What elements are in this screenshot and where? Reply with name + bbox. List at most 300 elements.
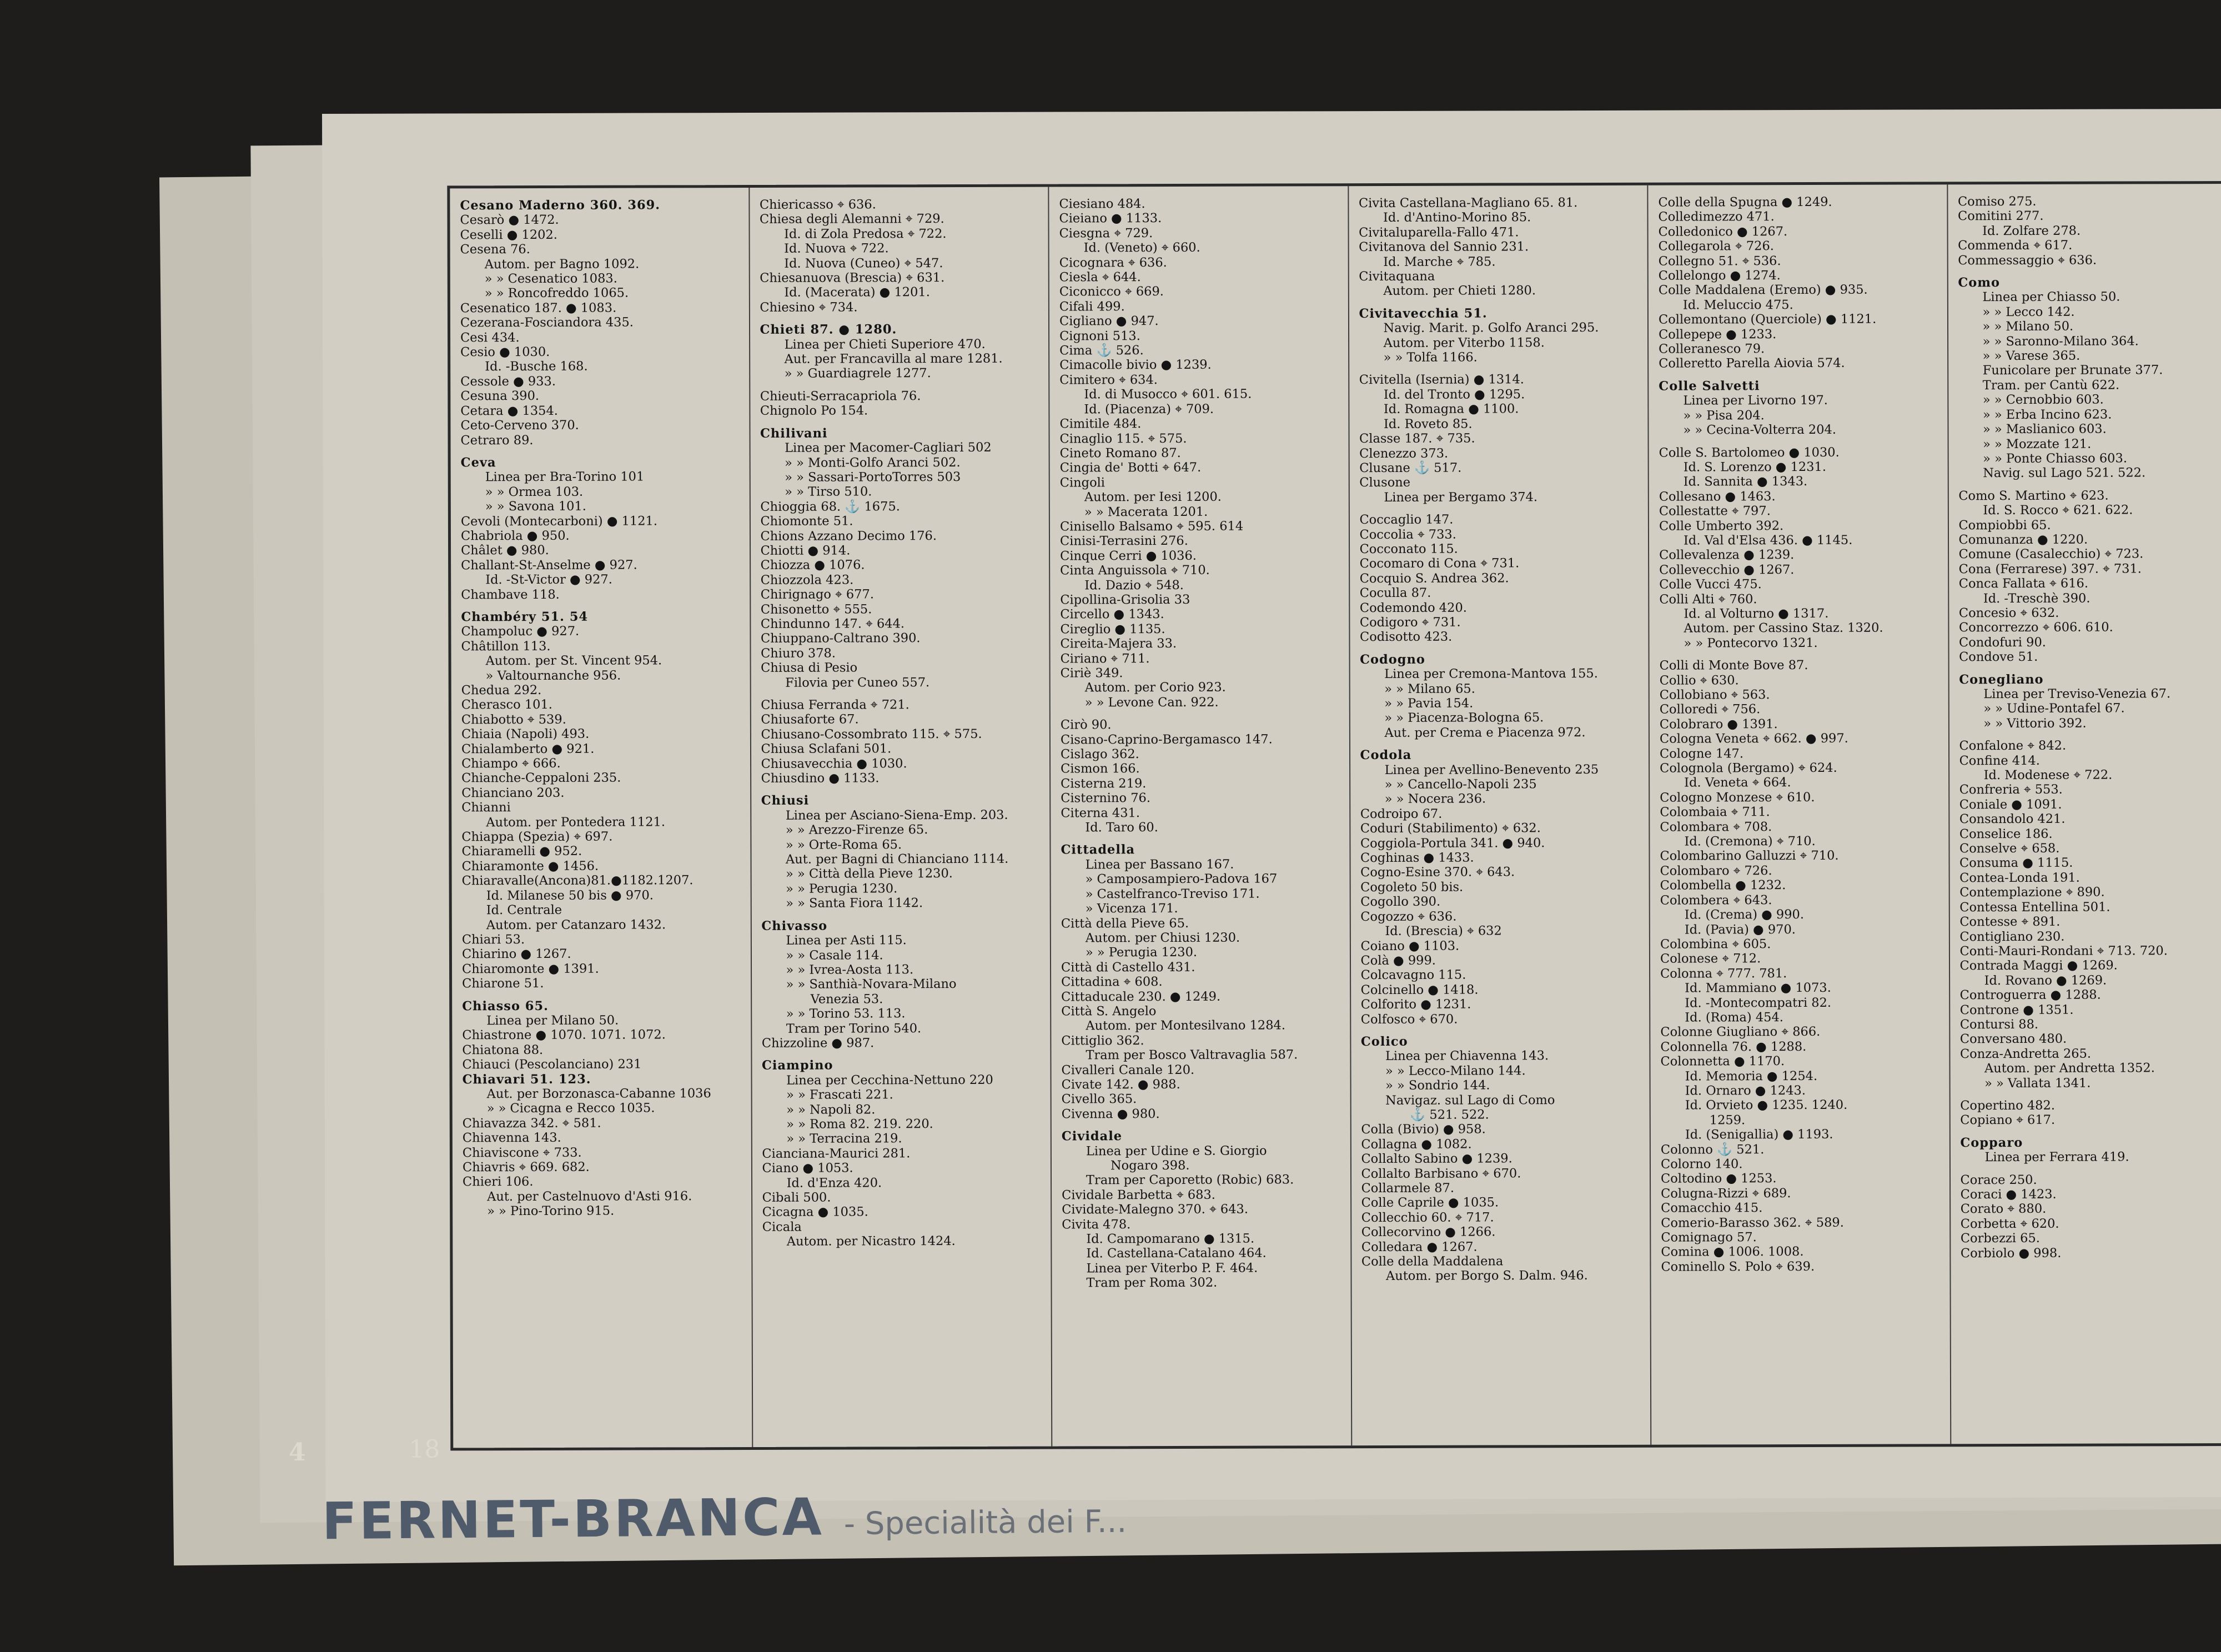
index-entry: Filovia per Cuneo 557. — [785, 675, 930, 690]
index-entry: Chiaramelli ● 952. — [461, 844, 582, 859]
index-heading: Como — [1958, 275, 2001, 290]
index-entry: » » Ponte Chiasso 603. — [1983, 451, 2127, 466]
index-entry: Autom. per Iesi 1200. — [1084, 489, 1222, 505]
index-entry: Id. d'Antino-Morino 85. — [1383, 210, 1531, 225]
index-entry: Condofuri 90. — [1958, 635, 2046, 650]
index-entry: » » Erba Incino 623. — [1982, 407, 2112, 422]
index-column-4 — [1348, 185, 1650, 1445]
spacer — [1659, 370, 1939, 379]
index-entry: Id. -Treschè 390. — [1983, 591, 2091, 606]
index-entry: Cingia de' Botti ⌖ 647. — [1059, 460, 1202, 475]
index-entry: Civalleri Canale 120. — [1061, 1062, 1195, 1078]
index-entry: Id. (Piacenza) ⌖ 709. — [1084, 401, 1214, 417]
index-entry: Colle Maddalena (Eremo) ● 935. — [1658, 283, 1868, 298]
index-entry: Ciesgna ⌖ 729. — [1059, 225, 1153, 241]
index-entry: Clenezzo 373. — [1359, 446, 1449, 461]
index-entry: 1259. — [1709, 1113, 1746, 1128]
index-entry: Colombera ⌖ 643. — [1660, 892, 1772, 908]
index-entry: Commessaggio ⌖ 636. — [1958, 253, 2097, 268]
index-entry: » » Roma 82. 219. 220. — [786, 1117, 933, 1132]
index-entry: Chions Azzano Decimo 176. — [760, 528, 937, 544]
index-entry: Chiuro 378. — [761, 646, 836, 661]
index-entry: Colonne Giugliano ⌖ 866. — [1660, 1025, 1821, 1040]
index-entry: Collepepe ● 1233. — [1659, 327, 1777, 342]
index-entry: Cittaducale 230. ● 1249. — [1061, 989, 1221, 1005]
spacer — [1660, 650, 1941, 659]
index-entry: Coccaglio 147. — [1359, 512, 1454, 528]
index-entry: Id. (Pavia) ● 970. — [1684, 922, 1796, 937]
index-entry: » » Macerata 1201. — [1084, 504, 1208, 519]
index-entry: Cima ⚓ 526. — [1059, 343, 1144, 358]
index-entry: Id. del Tronto ● 1295. — [1383, 387, 1525, 402]
index-entry: Civate 142. ● 988. — [1061, 1077, 1180, 1092]
index-entry: Id. Modenese ⌖ 722. — [1983, 767, 2113, 783]
index-entry: Civello 365. — [1061, 1092, 1137, 1107]
index-entry: Autom. per Montesilvano 1284. — [1086, 1018, 1286, 1033]
index-entry: Controne ● 1351. — [1959, 1002, 2074, 1017]
index-entry: » » Città della Pieve 1230. — [786, 866, 953, 882]
index-entry: Tram per Bosco Valtravaglia 587. — [1086, 1047, 1298, 1063]
index-entry: Linea per Milano 50. — [486, 1013, 619, 1028]
index-entry: Chiesanuova (Brescia) ⌖ 631. — [760, 270, 945, 285]
index-entry: Chiavenna 143. — [462, 1131, 561, 1146]
index-entry: » » Sassari-PortoTorres 503 — [785, 469, 961, 485]
index-entry: Id. al Volturno ● 1317. — [1684, 606, 1829, 621]
index-entry: Cicala — [762, 1219, 802, 1234]
index-entry: Id. Rovano ● 1269. — [1984, 973, 2107, 988]
index-entry: Id. (Macerata) ● 1201. — [784, 285, 930, 300]
index-entry: Cesarò ● 1472. — [460, 213, 559, 228]
index-entry: Chianni — [461, 800, 511, 815]
index-entry: Chiusavecchia ● 1030. — [761, 756, 907, 771]
index-entry: Colobraro ● 1391. — [1659, 716, 1778, 732]
index-entry: Chiusa Ferranda ⌖ 721. — [761, 697, 909, 712]
index-entry: Id. Campomarano ● 1315. — [1086, 1231, 1255, 1247]
index-entry: Id. Memoria ● 1254. — [1685, 1068, 1818, 1084]
index-entry: Linea per Treviso-Venezia 67. — [1983, 686, 2171, 702]
index-entry: Autom. per Pontedera 1121. — [486, 815, 666, 830]
index-entry: Chizzoline ● 987. — [761, 1036, 875, 1051]
index-entry: Cesenatico 187. ● 1083. — [460, 300, 617, 316]
index-entry: Collemontano (Querciole) ● 1121. — [1658, 312, 1877, 327]
index-entry: Autom. per Catanzaro 1432. — [486, 917, 666, 932]
index-entry: Colfosco ⌖ 670. — [1360, 1012, 1458, 1027]
index-entry: Chioggia 68. ⚓ 1675. — [760, 499, 900, 514]
index-entry: Civitella (Isernia) ● 1314. — [1359, 372, 1524, 388]
index-entry: Cieiano ● 1133. — [1059, 211, 1162, 226]
index-entry: Contesse ⌖ 891. — [1959, 914, 2061, 930]
index-entry: Id. -Montecompatri 82. — [1685, 995, 1832, 1011]
index-entry: Colloredi ⌖ 756. — [1659, 702, 1761, 717]
index-entry: Coltodino ● 1253. — [1660, 1171, 1777, 1187]
index-entry: Colcinello ● 1418. — [1360, 982, 1479, 997]
index-entry: Tram per Roma 302. — [1086, 1276, 1218, 1291]
index-entry: Autom. per St. Vincent 954. — [485, 653, 662, 669]
index-entry: Id. Dazio ⌖ 548. — [1084, 578, 1184, 592]
index-entry: Cologna Veneta ⌖ 662. ● 997. — [1659, 731, 1848, 746]
index-entry: Chiaravalle(Ancona)81.●1182.1207. — [461, 873, 694, 888]
index-entry: Id. Castellana-Catalano 464. — [1086, 1246, 1267, 1261]
index-entry: » » Arezzo-Firenze 65. — [785, 822, 928, 838]
index-entry: Comiso 275. — [1957, 194, 2037, 209]
index-entry: Id. Zolfare 278. — [1982, 223, 2081, 238]
index-entry: » » Pisa 204. — [1683, 408, 1765, 423]
index-entry: Linea per Bergamo 374. — [1384, 489, 1538, 505]
spacer — [462, 991, 743, 999]
index-entry: Linea per Viterbo P. F. 464. — [1086, 1261, 1258, 1276]
index-entry: Chiusaforte 67. — [761, 712, 859, 727]
index-entry: Concesio ⌖ 632. — [1958, 605, 2059, 621]
index-entry: Chiuppano-Caltrano 390. — [760, 631, 921, 646]
spacer — [1062, 1121, 1343, 1129]
index-entry: Id. di Zola Predosa ⌖ 722. — [784, 226, 947, 242]
index-entry: » » Saronno-Milano 364. — [1982, 334, 2139, 349]
spacer — [1960, 1164, 2221, 1173]
index-entry: Colombella ● 1232. — [1660, 878, 1786, 893]
index-heading: Cesano Maderno 360. 369. — [460, 198, 661, 213]
index-entry: » » Ormea 103. — [485, 484, 584, 499]
index-entry: Navigaz. sul Lago di Como — [1385, 1092, 1555, 1108]
index-entry: Cona (Ferrarese) 397. ⌖ 731. — [1958, 561, 2142, 577]
index-entry: Chiaramonte ● 1456. — [461, 858, 599, 874]
index-entry: Id. Taro 60. — [1085, 820, 1158, 835]
index-entry: Colugna-Rizzi ⌖ 689. — [1661, 1186, 1791, 1201]
index-entry: Chambave 118. — [461, 587, 560, 602]
index-entry: » » Monti-Golfo Aranci 502. — [785, 455, 961, 470]
index-entry: Cinisello Balsamo ⌖ 595. 614 — [1059, 519, 1244, 534]
index-entry: » Valtournanche 956. — [485, 668, 621, 683]
index-entry: Ciriè 349. — [1060, 666, 1123, 681]
index-entry: » » Savona 101. — [485, 499, 586, 514]
index-entry: Collio ⌖ 630. — [1659, 672, 1739, 688]
index-entry: Collecorvino ● 1266. — [1361, 1224, 1496, 1240]
index-entry: » » Pino-Torino 915. — [487, 1203, 615, 1219]
index-entry: Contrada Maggi ● 1269. — [1959, 958, 2118, 973]
index-entry: Civitaquana — [1359, 269, 1435, 284]
index-entry: » » Torino 53. 113. — [786, 1006, 906, 1021]
index-entry: » » Milano 50. — [1982, 319, 2074, 334]
index-entry: Chieri 106. — [463, 1174, 534, 1189]
spacer — [761, 910, 1042, 918]
index-entry: Comune (Casalecchio) ⌖ 723. — [1958, 546, 2144, 562]
index-entry: Ciconicco ⌖ 669. — [1059, 284, 1164, 299]
spacer — [760, 380, 1041, 389]
index-entry: Aut. per Bagni di Chianciano 1114. — [785, 851, 1009, 867]
index-entry: Conti-Mauri-Rondani ⌖ 713. 720. — [1959, 943, 2168, 959]
index-entry: Colonno ⚓ 521. — [1660, 1142, 1765, 1157]
index-entry: Codigoro ⌖ 731. — [1359, 615, 1461, 630]
index-entry: Cipollina-Grisolia 33 — [1060, 592, 1190, 607]
index-entry: Cesena 76. — [460, 242, 530, 257]
index-entry: » » Milano 65. — [1384, 681, 1475, 696]
index-entry: Città di Castello 431. — [1061, 960, 1195, 975]
spacer — [1960, 1127, 2221, 1136]
index-entry: Corbetta ⌖ 620. — [1960, 1216, 2059, 1232]
index-entry: Cinta Anguissola ⌖ 710. — [1060, 563, 1210, 578]
index-entry: Collagna ● 1082. — [1361, 1137, 1472, 1152]
index-entry: Cigliano ● 947. — [1059, 314, 1159, 329]
index-heading: Colico — [1360, 1034, 1408, 1050]
index-entry: Navig. Marit. p. Golfo Aranci 295. — [1383, 320, 1599, 336]
index-entry: Collecchio 60. ⌖ 717. — [1361, 1210, 1494, 1225]
timetable-page — [322, 109, 2221, 1502]
index-entry: Id. Milanese 50 bis ● 970. — [486, 888, 654, 903]
index-entry: Collesano ● 1463. — [1659, 489, 1776, 504]
index-entry: Linea per Bra-Torino 101 — [485, 469, 645, 485]
index-entry: Chiusdino ● 1133. — [761, 771, 880, 786]
index-entry: Cologno Monzese ⌖ 610. — [1660, 790, 1815, 805]
index-entry: Tram per Caporetto (Robic) 683. — [1086, 1172, 1294, 1188]
index-entry: Cismon 166. — [1061, 761, 1140, 776]
index-entry: » » Casale 114. — [786, 947, 883, 963]
index-entry: Cevoli (Montecarboni) ● 1121. — [460, 513, 658, 529]
index-entry: Chialamberto ● 921. — [461, 741, 595, 756]
index-heading: Colle Salvetti — [1659, 379, 1760, 394]
index-entry: Linea per Asti 115. — [786, 933, 907, 948]
index-entry: » » Santa Fiora 1142. — [786, 896, 923, 911]
index-entry: Colonese ⌖ 712. — [1660, 951, 1761, 967]
index-entry: Civita 478. — [1062, 1217, 1131, 1232]
index-entry: Cingoli — [1059, 475, 1106, 490]
index-entry: Châtillon 113. — [461, 639, 551, 654]
index-entry: Cogozzo ⌖ 636. — [1360, 909, 1457, 924]
index-entry: Linea per Macomer-Cagliari 502 — [785, 440, 992, 455]
index-entry: Id. (Veneto) ⌖ 660. — [1083, 240, 1200, 255]
index-entry: Ciesla ⌖ 644. — [1059, 270, 1141, 285]
index-entry: Coraci ● 1423. — [1960, 1187, 2057, 1202]
index-column-5 — [1647, 184, 1949, 1444]
spacer — [761, 690, 1042, 698]
index-entry: » » Vallata 1341. — [1984, 1076, 2091, 1091]
index-entry: Collarmele 87. — [1361, 1181, 1455, 1196]
index-entry: Collevalenza ● 1239. — [1659, 548, 1795, 563]
index-entry: Chabriola ● 950. — [460, 528, 570, 544]
index-entry: » » Frascati 221. — [786, 1087, 893, 1102]
index-column-1 — [450, 188, 751, 1448]
index-entry: Contessa Entellina 501. — [1959, 900, 2111, 915]
index-entry: Copertino 482. — [1960, 1098, 2055, 1113]
index-entry: Codemondo 420. — [1359, 600, 1467, 615]
index-entry: Cocomaro di Cona ⌖ 731. — [1359, 556, 1520, 571]
index-entry: Linea per Chiasso 50. — [1982, 289, 2120, 305]
banner-subtitle: - Specialità dei F... — [843, 1503, 1127, 1543]
index-entry: Linea per Chiavenna 143. — [1385, 1048, 1549, 1064]
index-entry: Civitaluparella-Fallo 471. — [1359, 225, 1519, 240]
index-entry: Id. Nuova ⌖ 722. — [784, 241, 889, 257]
index-entry: Controguerra ● 1288. — [1959, 987, 2101, 1003]
index-entry: » » Maslianico 603. — [1982, 421, 2107, 437]
index-entry: Chiusano-Cossombrato 115. ⌖ 575. — [761, 726, 982, 742]
index-entry: Cetara ● 1354. — [460, 403, 558, 419]
index-entry: Colonnella 76. ● 1288. — [1660, 1039, 1807, 1055]
index-entry: » » Cicagna e Recco 1035. — [486, 1101, 655, 1116]
index-entry: Cicognara ⌖ 636. — [1059, 255, 1167, 270]
index-entry: » » Ivrea-Aosta 113. — [786, 962, 914, 977]
index-entry: Comacchio 415. — [1661, 1201, 1763, 1216]
index-entry: » » Varese 365. — [1982, 348, 2081, 364]
index-entry: Colonnetta ● 1170. — [1660, 1054, 1785, 1069]
index-entry: Conza-Andretta 265. — [1959, 1046, 2092, 1062]
index-entry: Circello ● 1343. — [1060, 607, 1164, 622]
index-entry: Linea per Cecchina-Nettuno 220 — [786, 1072, 993, 1088]
index-heading: Ciampino — [761, 1058, 833, 1073]
index-entry: Chiatona 88. — [462, 1042, 544, 1058]
index-entry: » » Vittorio 392. — [1983, 716, 2087, 731]
index-entry: Chindunno 147. ⌖ 644. — [760, 616, 905, 631]
index-entry: Chiomonte 51. — [760, 514, 853, 529]
banner-title: FERNET-BRANCA — [321, 1487, 825, 1551]
index-entry: Colonna ⌖ 777. 781. — [1660, 966, 1787, 981]
index-entry: Id. Meluccio 475. — [1682, 297, 1793, 313]
index-entry: Id. Marche ⌖ 785. — [1383, 254, 1496, 269]
index-entry: » Vicenza 171. — [1085, 901, 1178, 916]
index-entry: Chiaviscone ⌖ 733. — [462, 1145, 582, 1160]
index-entry: Cessole ● 933. — [460, 374, 556, 389]
spacer — [1359, 364, 1640, 373]
index-entry: Id. Centrale — [486, 902, 562, 918]
index-entry: » » Lecco 142. — [1982, 304, 2075, 320]
index-entry: Copiano ⌖ 617. — [1960, 1113, 2056, 1128]
index-heading: Ceva — [460, 455, 496, 470]
spacer — [1360, 644, 1641, 652]
index-entry: Corbiolo ● 998. — [1960, 1246, 2062, 1261]
index-entry: Cibali 500. — [762, 1190, 831, 1205]
index-entry: Cignoni 513. — [1059, 328, 1140, 344]
index-entry: Cittadina ⌖ 608. — [1061, 975, 1163, 990]
index-entry: Id. -St-Victor ● 927. — [485, 572, 612, 588]
spacer — [762, 1050, 1043, 1058]
index-entry: Coggiola-Portula 341. ● 940. — [1360, 835, 1545, 851]
index-column-2 — [748, 187, 1051, 1447]
index-heading: Chiavari 51. 123. — [462, 1072, 591, 1087]
index-entry: Colle della Spugna ● 1249. — [1658, 194, 1832, 210]
index-entry: Cifali 499. — [1059, 299, 1125, 314]
index-entry: Colla (Bivio) ● 958. — [1361, 1122, 1486, 1137]
index-entry: Cireglio ● 1135. — [1060, 621, 1165, 637]
index-entry: Chiappa (Spezia) ⌖ 697. — [461, 829, 613, 845]
index-entry: Colombarino Galluzzi ⌖ 710. — [1660, 848, 1839, 864]
index-entry: Collalto Barbisano ⌖ 670. — [1361, 1166, 1521, 1181]
index-entry: Cimitile 484. — [1059, 416, 1142, 431]
index-entry: Cislago 362. — [1060, 747, 1139, 762]
index-entry: Id. Orvieto ● 1235. 1240. — [1685, 1098, 1848, 1113]
index-entry: Colli Alti ⌖ 760. — [1659, 591, 1757, 607]
index-entry: Cezerana-Fosciandora 435. — [460, 315, 634, 330]
index-entry: » » Nocera 236. — [1384, 791, 1486, 807]
index-entry: » » Orte-Roma 65. — [785, 837, 902, 852]
spacer — [1361, 1026, 1642, 1035]
index-entry: Cividale Barbetta ⌖ 683. — [1062, 1187, 1215, 1203]
index-entry: Linea per Asciano-Siena-Emp. 203. — [785, 807, 1008, 823]
index-entry: Autom. per Borgo S. Dalm. 946. — [1385, 1268, 1588, 1284]
index-entry: Id. (Brescia) ⌖ 632 — [1385, 923, 1502, 939]
index-entry: Cineto Romano 87. — [1059, 445, 1181, 461]
index-entry: Collestatte ⌖ 797. — [1659, 504, 1771, 519]
index-entry: Linea per Udine e S. Giorgio — [1086, 1143, 1267, 1158]
index-entry: Linea per Bassano 167. — [1085, 857, 1234, 872]
index-entry: » » Perugia 1230. — [786, 881, 898, 896]
spacer — [1061, 835, 1341, 843]
index-entry: » » Lecco-Milano 144. — [1385, 1063, 1526, 1078]
index-columns — [450, 184, 2221, 1448]
index-entry: Cimitero ⌖ 634. — [1059, 372, 1158, 388]
index-entry: » » Guardiagrele 1277. — [784, 366, 931, 381]
spacer — [1359, 504, 1640, 513]
index-entry: Id. (Roma) 454. — [1685, 1010, 1783, 1025]
index-entry: Id. Veneta ⌖ 664. — [1684, 775, 1791, 791]
index-entry: Venezia 53. — [810, 992, 883, 1007]
index-entry: Consandolo 421. — [1959, 812, 2066, 827]
index-entry: Colombara ⌖ 708. — [1660, 819, 1772, 835]
index-entry: » » Piacenza-Bologna 65. — [1384, 710, 1544, 726]
index-entry: Autom. per Cassino Staz. 1320. — [1684, 621, 1883, 636]
index-entry: Chiesino ⌖ 734. — [760, 300, 858, 315]
index-entry: Aut. per Crema e Piacenza 972. — [1384, 725, 1586, 740]
index-entry: Cesuna 390. — [460, 389, 540, 404]
spacer — [1959, 730, 2221, 739]
index-entry: Comitini 277. — [1957, 209, 2044, 224]
index-entry: Chisonetto ⌖ 555. — [760, 601, 872, 617]
spacer — [461, 447, 742, 455]
index-entry: Concorrezzo ⌖ 606. 610. — [1958, 620, 2113, 635]
index-entry: Id. d'Enza 420. — [786, 1175, 882, 1191]
index-entry: Linea per Livorno 197. — [1683, 393, 1828, 408]
index-entry: Linea per Cremona-Mantova 155. — [1384, 666, 1598, 682]
index-entry: Confine 414. — [1959, 753, 2040, 768]
index-entry: Chiaromonte ● 1391. — [461, 961, 599, 977]
index-entry: Chiericasso ⌖ 636. — [759, 197, 876, 212]
index-entry: Coghinas ● 1433. — [1360, 850, 1474, 866]
index-entry: Champoluc ● 927. — [461, 624, 580, 639]
index-entry: » » Cesenatico 1083. — [484, 271, 617, 287]
index-entry: Corato ⌖ 880. — [1960, 1202, 2047, 1217]
index-entry: Id. -Busche 168. — [485, 359, 588, 374]
index-entry: Chedua 292. — [461, 682, 542, 698]
index-entry: Chianche-Ceppaloni 235. — [461, 771, 621, 786]
index-entry: Cicagna ● 1035. — [762, 1204, 868, 1220]
index-entry: Colà ● 999. — [1360, 953, 1436, 968]
index-entry: Chiauci (Pescolanciano) 231 — [462, 1057, 642, 1072]
index-entry: Ciriano ⌖ 711. — [1060, 651, 1150, 666]
index-entry: Coniale ● 1091. — [1959, 797, 2062, 812]
index-entry: Id. Ornaro ● 1243. — [1685, 1083, 1806, 1098]
index-entry: Id. Sannita ● 1343. — [1683, 474, 1808, 489]
index-entry: Navig. sul Lago 521. 522. — [1983, 465, 2146, 481]
index-entry: Colombaro ⌖ 726. — [1660, 863, 1772, 878]
index-entry: Cesio ● 1030. — [460, 344, 550, 360]
index-entry: Linea per Ferrara 419. — [1984, 1149, 2129, 1165]
index-entry: Coduri (Stabilimento) ⌖ 632. — [1360, 821, 1541, 836]
index-entry: Città della Pieve 65. — [1061, 916, 1189, 931]
index-entry: Tram. per Cantù 622. — [1982, 378, 2120, 393]
index-entry: » » Pontecorvo 1321. — [1684, 635, 1818, 651]
spacer — [1359, 298, 1640, 307]
index-column-6 — [1947, 184, 2221, 1444]
index-heading: Chiusi — [761, 794, 810, 809]
index-entry: Cisterna 219. — [1061, 776, 1147, 791]
index-entry: Chirignago ⌖ 677. — [760, 587, 874, 602]
index-entry: » » Cernobbio 603. — [1982, 392, 2104, 408]
spacer — [1360, 740, 1641, 748]
index-entry: Commenda ⌖ 617. — [1958, 238, 2073, 253]
index-entry: Id. S. Lorenzo ● 1231. — [1683, 459, 1827, 475]
index-entry: Collevecchio ● 1267. — [1659, 562, 1795, 578]
index-heading: Chilivani — [760, 426, 828, 441]
index-heading: Cividale — [1061, 1129, 1123, 1144]
index-entry: Conca Fallata ⌖ 616. — [1958, 576, 2089, 591]
index-entry: Chiavazza 342. ⌖ 581. — [462, 1116, 601, 1131]
spacer — [761, 785, 1042, 794]
